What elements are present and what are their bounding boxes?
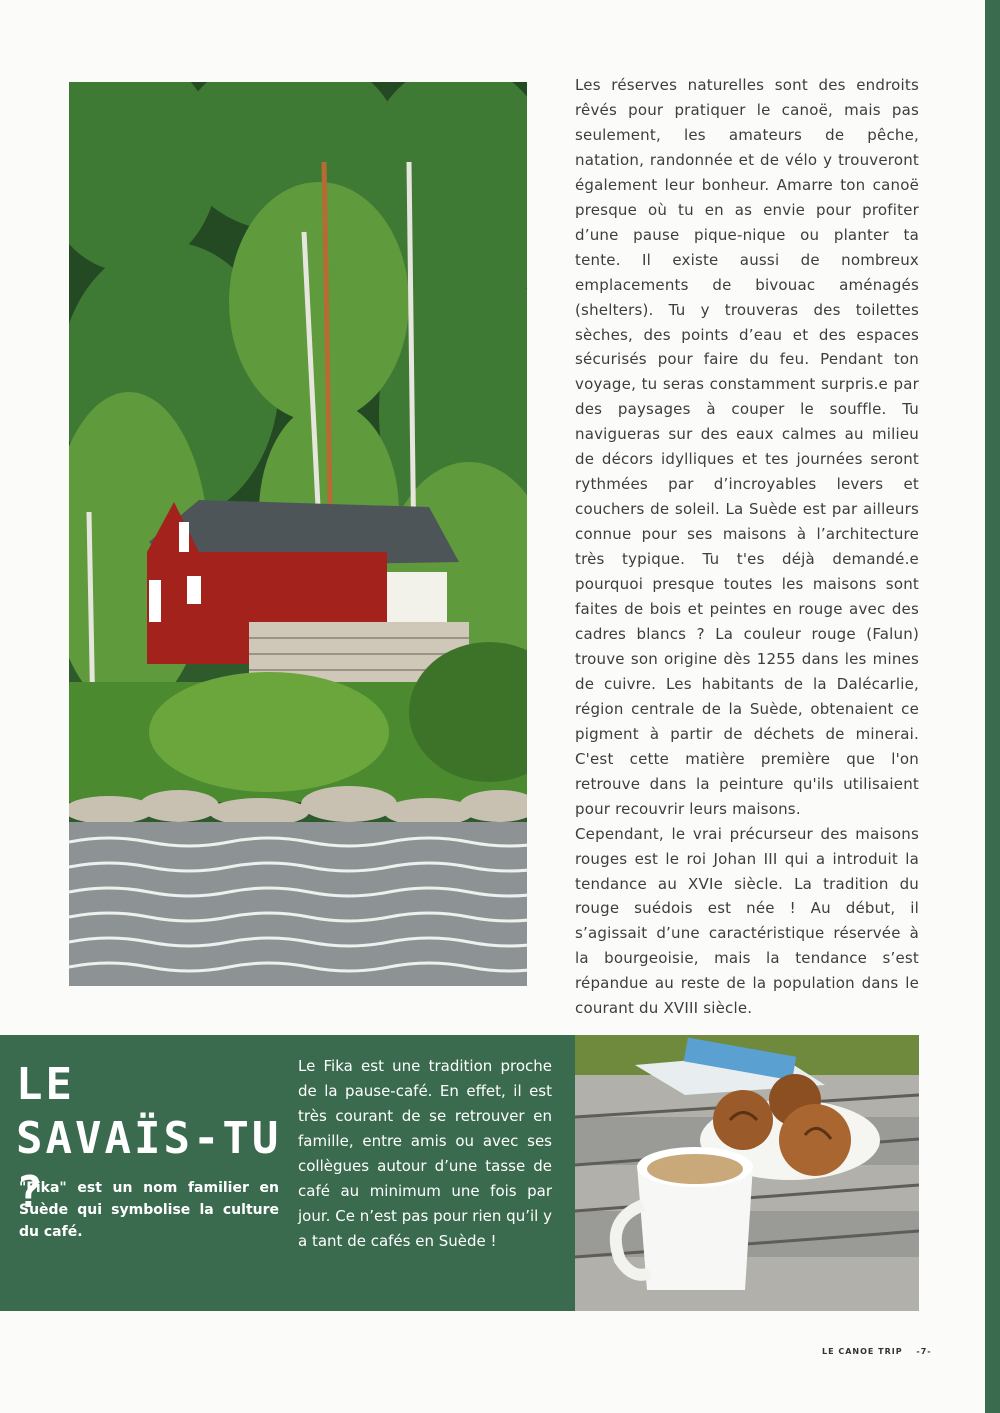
green-edge-stripe (985, 0, 1000, 1413)
savais-tu-title: LE SAVAÏS-TU ? (16, 1059, 282, 1218)
article-text (575, 73, 919, 1021)
red-house-lake-photo (69, 82, 527, 986)
savais-tu-text: Le Fika est une tradition proche de la pause-café. En effet, il est très courant de se retrouver en famille, entre amis ou avec ses collègues autour d’une tasse de café au minimum une fois par jour. Ce n’est pas pour rien qu’il y a tant de cafés en Suède ! (298, 1057, 552, 1250)
page-number: -7- (916, 1347, 932, 1356)
paragraph-1: Les réserves naturelles sont des endroits rêvés pour pratiquer le canoë, mais pas seulement, les amateurs de pêche, natation, randonnée et de vélo y trouveront également leur bonheur. Amarre ton canoë presque où tu en as envie pour profiter d’une pause pique-nique ou planter ta tente. Il existe aussi de nombreux emplacements de bivouac aménagés (shelters). Tu y trouveras des toilettes sèches, des points d’eau et des espaces sécurisés pour faire du feu. Pendant ton voyage, tu seras constamment surpris.e par des paysages à couper le souffle. Tu navigueras sur des eaux calmes au milieu de décors idylliques et tes journées seront rythmées par d’incroyables levers et couchers de soleil. La Suède est par ailleurs connue pour ses maisons à l’architecture très typique. Tu t'es déjà demandé.e pourquoi presque toutes les maisons sont faites de bois et peintes en rouge avec des cadres blancs ? La couleur rouge (Falun) trouve son origine dès 1255 dans les mines de cuivre. Les habitants de la Dalécarlie, région centrale de la Suède, obtenaient ce pigment à partir de déchets de minerai. C'est cette matière première que l'on retrouve dans la peinture qu'ils utilisaient pour recouvrir leurs maisons. (575, 76, 919, 818)
paragraph-2: Cependant, le vrai précurseur des maisons rouges est le roi Johan III qui a introduit la tendance au XVIe siècle. La tradition du rouge suédois est née ! Au début, il s’agissait d’une caractéristique réservée à la bourgeoisie, mais la tendance s’est répandue au reste de la population dans le courant du XVIII siècle. (575, 824, 919, 1018)
page-footer (822, 1347, 942, 1356)
fika-photo (575, 1035, 919, 1311)
savais-tu-subtitle: "Fika" est un nom familier en Suède qui symbolise la culture du café. (19, 1180, 279, 1240)
magazine-name: LE CANOE TRIP (822, 1347, 903, 1356)
